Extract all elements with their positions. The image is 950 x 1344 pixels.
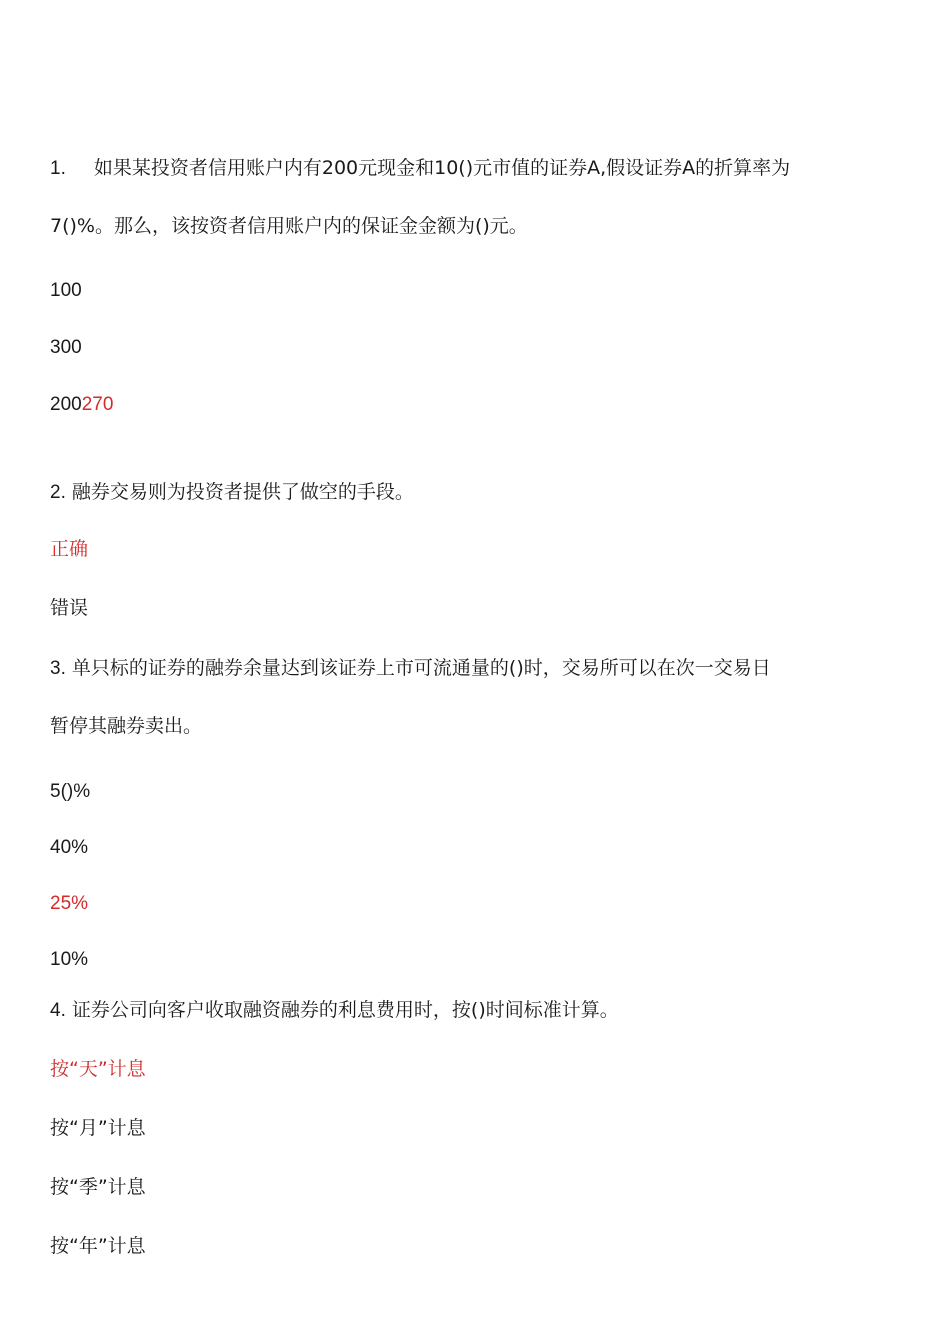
question-4-option: 按“季”计息 bbox=[50, 1176, 146, 1198]
question-1-number: 1. bbox=[50, 158, 66, 179]
question-4-number: 4. bbox=[50, 1000, 66, 1021]
question-3-option-correct: 25% bbox=[50, 893, 89, 914]
question-1-option-plain: 200 bbox=[50, 394, 82, 415]
question-1-option-correct: 270 bbox=[81, 394, 114, 415]
question-1-option-mixed bbox=[50, 393, 113, 417]
question-4-line-1 bbox=[50, 998, 619, 1023]
question-1-line-1 bbox=[50, 156, 790, 181]
question-1-option: 300 bbox=[50, 337, 82, 358]
question-4-option: 按“年”计息 bbox=[50, 1235, 146, 1257]
question-3-line-2: 暂停其融券卖出。 bbox=[50, 715, 203, 737]
question-4-text: 证券公司向客户收取融资融券的利息费用时，按()时间标准计算。 bbox=[71, 999, 619, 1021]
question-2-line-1 bbox=[50, 480, 414, 505]
question-3-line-1 bbox=[50, 656, 771, 681]
question-3-option: 5()% bbox=[50, 781, 91, 802]
question-3-option: 40% bbox=[50, 837, 89, 858]
question-3-text: 单只标的证券的融券余量达到该证券上市可流通量的()时，交易所可以在次一交易日 bbox=[71, 657, 771, 679]
question-2-text: 融券交易则为投资者提供了做空的手段。 bbox=[71, 481, 414, 503]
question-1-line-2: 7()%。那么，该按资者信用账户内的保证金金额为()元。 bbox=[50, 215, 528, 237]
question-4-option-correct: 按“天”计息 bbox=[50, 1058, 146, 1080]
question-2-number: 2. bbox=[50, 482, 66, 503]
question-3-number: 3. bbox=[50, 658, 66, 679]
question-3-option: 10% bbox=[50, 949, 89, 970]
question-2-option-correct: 正确 bbox=[50, 538, 89, 560]
question-1-option: 100 bbox=[50, 280, 82, 301]
question-1-text: 如果某投资者信用账户内有200元现金和10()元市值的证券A,假设证券A的折算率为 bbox=[93, 157, 791, 179]
question-4-option: 按“月”计息 bbox=[50, 1117, 146, 1139]
question-2-option: 错误 bbox=[50, 597, 89, 619]
